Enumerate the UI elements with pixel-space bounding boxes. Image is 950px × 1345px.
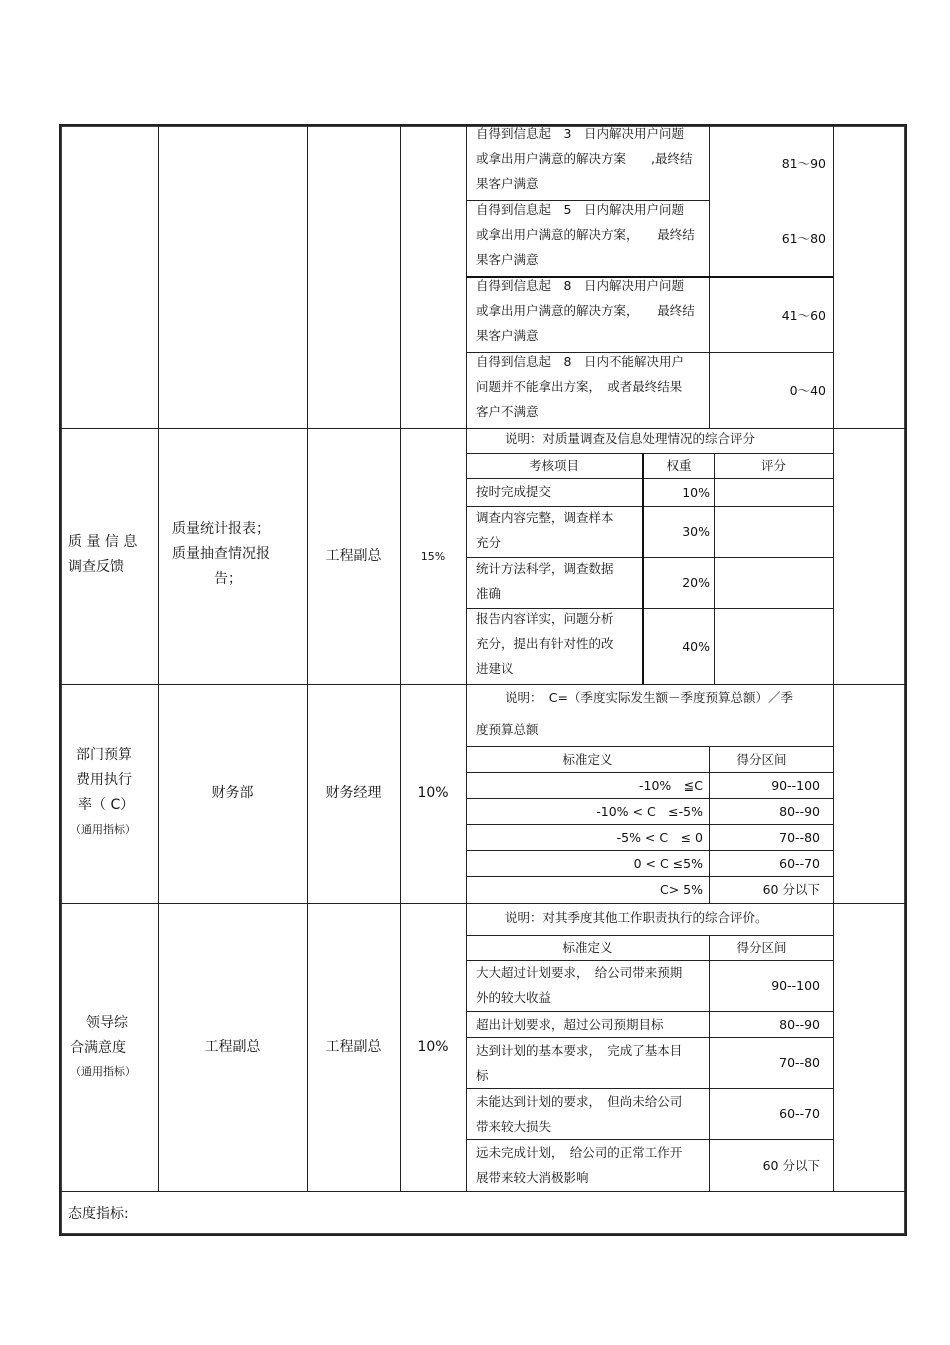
- evaluator-text: 工程副总: [325, 1038, 382, 1055]
- criteria-desc: 自得到信息起 5 日内解决用户问题: [476, 202, 684, 217]
- header-text: 得分区间: [736, 751, 787, 767]
- criteria-desc: 问题并不能拿出方案， 或者最终结果: [476, 379, 683, 394]
- weight-text: 10%: [417, 1038, 449, 1055]
- def-text: -5% < C ≤ 0: [616, 829, 703, 845]
- evaluator: [307, 428, 400, 684]
- data-source: 质量统计报表；: [172, 521, 270, 537]
- header-score: [714, 453, 833, 478]
- weight-text: 15%: [420, 549, 446, 563]
- evaluator: [307, 903, 400, 1191]
- item-desc: 进建议: [476, 661, 514, 676]
- header-text: 权重: [666, 458, 692, 473]
- criteria-desc: 自得到信息起 3 日内解决用户问题: [476, 126, 684, 141]
- score-text: 0～40: [789, 382, 826, 398]
- std-def: 超出计划要求，超过公司预期目标: [476, 1017, 664, 1032]
- weight-text: 20%: [682, 575, 710, 590]
- range-text: 60 分以下: [762, 1157, 820, 1173]
- note: 说明： C=（季度实际发生额－季度预算总额）／季: [505, 690, 793, 705]
- item-weight: [644, 608, 710, 684]
- std-def: 标: [476, 1068, 489, 1083]
- criteria-desc: 或拿出用户满意的解决方案， 最终结: [476, 227, 695, 242]
- std-def: 大大超过计划要求， 给公司带来预期: [476, 965, 683, 980]
- indicator-name: 质 量 信 息: [68, 534, 138, 550]
- range-text: 80--90: [779, 803, 820, 819]
- score-text: 81～90: [781, 155, 826, 171]
- criteria-desc: 果客户满意: [476, 328, 539, 343]
- criteria-score: [709, 200, 826, 276]
- criteria-score: [709, 126, 826, 200]
- header-def: [466, 935, 709, 960]
- std-def: 未能达到计划的要求， 但尚未给公司: [476, 1094, 683, 1109]
- item-weight: [644, 506, 710, 557]
- grid-line: [714, 453, 715, 684]
- header-text: 得分区间: [736, 940, 787, 955]
- std-range: [709, 1037, 820, 1088]
- std-def: 带来较大损失: [476, 1119, 552, 1134]
- indicator-name: 部门预算: [76, 747, 132, 763]
- attitude-indicator-label: 态度指标:: [68, 1206, 129, 1222]
- criteria-desc: 或拿出用户满意的解决方案， 最终结: [476, 303, 695, 318]
- std-def: 外的较大收益: [476, 990, 552, 1005]
- weight: [400, 903, 466, 1191]
- std-def: 达到计划的基本要求， 完成了基本目: [476, 1043, 683, 1058]
- range-text: 70--80: [779, 1055, 820, 1070]
- weight-text: 40%: [682, 638, 710, 654]
- weight-text: 10%: [417, 785, 449, 801]
- std-range: [709, 960, 820, 1011]
- criteria-desc: 果客户满意: [476, 252, 539, 267]
- std-range: [709, 824, 820, 850]
- header-weight: [644, 453, 714, 478]
- source-text: 工程副总: [204, 1038, 261, 1055]
- item-desc: 充分，提出有针对性的改: [476, 636, 614, 651]
- std-def: [466, 772, 703, 798]
- indicator-name: 率（ C）: [78, 797, 135, 813]
- std-range: [709, 772, 820, 798]
- note: 说明：对其季度其他工作职责执行的综合评价。: [505, 910, 768, 925]
- evaluator-text: 财务经理: [325, 785, 382, 801]
- def-text: C> 5%: [659, 882, 703, 897]
- note: 度预算总额: [476, 722, 539, 737]
- def-text: -10% ≦C: [639, 777, 703, 793]
- std-range: [709, 876, 820, 903]
- std-def: [466, 850, 703, 876]
- data-source: [158, 903, 307, 1191]
- header-item: [466, 453, 642, 478]
- range-text: 70--80: [779, 829, 820, 845]
- indicator-tag: （通用指标）: [70, 823, 136, 836]
- note: 说明：对质量调查及信息处理情况的综合评分: [505, 431, 756, 446]
- item-weight: [644, 557, 710, 608]
- indicator-name: 费用执行: [76, 772, 132, 788]
- grid-line: [833, 126, 834, 1191]
- data-source: 告；: [214, 571, 242, 587]
- indicator-tag: （通用指标）: [70, 1065, 136, 1078]
- weight: [400, 684, 466, 903]
- criteria-score: [709, 278, 826, 352]
- criteria-desc: 自得到信息起 8 日内解决用户问题: [476, 278, 684, 293]
- item-desc: 调查内容完整，调查样本: [476, 510, 614, 525]
- std-range: [709, 798, 820, 824]
- grid-line: [61, 1191, 905, 1192]
- std-range: [709, 1139, 820, 1191]
- std-def: [466, 876, 703, 903]
- header-text: 标准定义: [562, 940, 613, 955]
- data-source: [158, 684, 307, 903]
- item-desc: 报告内容详实，问题分析: [476, 611, 614, 626]
- indicator-name: 调查反馈: [68, 559, 124, 575]
- item-desc: 充分: [476, 535, 502, 550]
- range-text: 60--70: [779, 855, 820, 871]
- source-text: 财务部: [211, 785, 254, 801]
- score-text: 41～60: [781, 307, 826, 323]
- data-source: 质量抽查情况报: [172, 546, 270, 562]
- range-text: 90--100: [771, 978, 820, 993]
- header-text: 考核项目: [528, 458, 579, 473]
- indicator-name: 领导综: [86, 1015, 128, 1031]
- item-desc: 按时完成提交: [476, 484, 552, 499]
- std-range: [709, 1088, 820, 1139]
- range-text: 80--90: [779, 1016, 820, 1032]
- item-weight: [644, 478, 710, 506]
- std-def: [466, 824, 703, 850]
- header-text: 评分: [760, 458, 786, 473]
- grid-line: [466, 126, 467, 1191]
- criteria-desc: 客户不满意: [476, 404, 539, 419]
- def-text: 0 < C ≤5%: [633, 855, 703, 871]
- std-range: [709, 1011, 820, 1037]
- indicator-name: 合满意度: [70, 1040, 126, 1056]
- criteria-desc: 或拿出用户满意的解决方案 ,最终结: [476, 151, 693, 166]
- header-range: [709, 935, 814, 960]
- header-def: [466, 746, 709, 772]
- score-text: 61～80: [781, 230, 826, 246]
- evaluator-text: 工程副总: [325, 547, 382, 564]
- def-text: -10% < C ≤-5%: [596, 803, 703, 819]
- criteria-score: [709, 352, 826, 428]
- weight: [400, 428, 466, 684]
- header-range: [709, 746, 814, 772]
- item-desc: 准确: [476, 586, 502, 601]
- criteria-desc: 自得到信息起 8 日内不能解决用户: [476, 354, 684, 369]
- evaluator: [307, 684, 400, 903]
- header-text: 标准定义: [562, 751, 613, 767]
- std-def: 展带来较大消极影响: [476, 1170, 589, 1185]
- std-def: 远未完成计划， 给公司的正常工作开: [476, 1145, 683, 1160]
- weight-text: 30%: [682, 524, 710, 539]
- std-def: [466, 798, 703, 824]
- weight-text: 10%: [682, 484, 710, 500]
- std-range: [709, 850, 820, 876]
- range-text: 90--100: [771, 777, 820, 793]
- item-desc: 统计方法科学，调查数据: [476, 561, 614, 576]
- range-text: 60 分以下: [762, 882, 820, 897]
- criteria-desc: 果客户满意: [476, 176, 539, 191]
- grid-line: [61, 428, 905, 429]
- range-text: 60--70: [779, 1106, 820, 1121]
